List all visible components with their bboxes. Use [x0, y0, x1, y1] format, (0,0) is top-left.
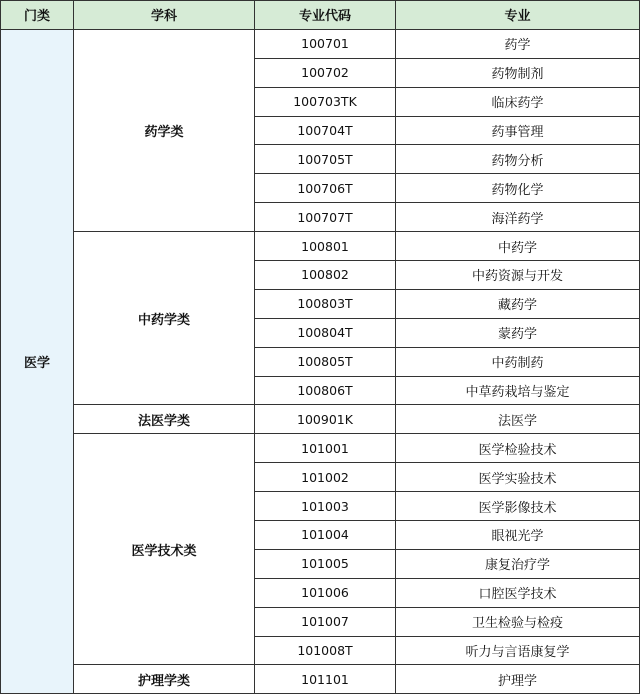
header-major: 专业 [396, 1, 640, 30]
table-row [1, 665, 640, 694]
table-body [1, 29, 640, 693]
code-cell: 100804T [255, 318, 396, 347]
code-cell: 100901K [255, 405, 396, 434]
code-cell: 101002 [255, 463, 396, 492]
code-cell: 100706T [255, 174, 396, 203]
code-cell: 100702 [255, 58, 396, 87]
code-cell: 100801 [255, 232, 396, 261]
header-row [1, 1, 640, 30]
code-cell: 100803T [255, 289, 396, 318]
major-cell: 中草药栽培与鉴定 [396, 376, 640, 405]
major-cell: 护理学 [396, 665, 640, 694]
code-cell: 101101 [255, 665, 396, 694]
table-row [1, 405, 640, 434]
major-cell: 中药制药 [396, 347, 640, 376]
major-cell: 法医学 [396, 405, 640, 434]
table-row [1, 232, 640, 261]
code-cell: 100806T [255, 376, 396, 405]
major-cell: 眼视光学 [396, 521, 640, 550]
major-cell: 中药学 [396, 232, 640, 261]
major-cell: 听力与言语康复学 [396, 636, 640, 665]
major-cell: 药事管理 [396, 116, 640, 145]
subject-cell: 药学类 [74, 29, 255, 231]
subject-cell: 中药学类 [74, 232, 255, 405]
major-cell: 药学 [396, 29, 640, 58]
code-cell: 101006 [255, 578, 396, 607]
major-cell: 药物化学 [396, 174, 640, 203]
major-cell: 中药资源与开发 [396, 261, 640, 290]
major-cell: 卫生检验与检疫 [396, 607, 640, 636]
major-cell: 临床药学 [396, 87, 640, 116]
major-cell: 医学检验技术 [396, 434, 640, 463]
major-cell: 海洋药学 [396, 203, 640, 232]
code-cell: 100705T [255, 145, 396, 174]
code-cell: 100802 [255, 261, 396, 290]
code-cell: 101001 [255, 434, 396, 463]
door-cell: 医学 [1, 29, 74, 693]
header-subject: 学科 [74, 1, 255, 30]
subject-cell: 护理学类 [74, 665, 255, 694]
table-row [1, 434, 640, 463]
code-cell: 100704T [255, 116, 396, 145]
major-cell: 康复治疗学 [396, 549, 640, 578]
header-door: 门类 [1, 1, 74, 30]
subject-cell: 医学技术类 [74, 434, 255, 665]
header-code: 专业代码 [255, 1, 396, 30]
major-cell: 药物分析 [396, 145, 640, 174]
major-cell: 口腔医学技术 [396, 578, 640, 607]
code-cell: 100707T [255, 203, 396, 232]
major-cell: 医学影像技术 [396, 492, 640, 521]
major-cell: 医学实验技术 [396, 463, 640, 492]
code-cell: 101005 [255, 549, 396, 578]
code-cell: 100701 [255, 29, 396, 58]
subject-cell: 法医学类 [74, 405, 255, 434]
major-cell: 蒙药学 [396, 318, 640, 347]
code-cell: 101007 [255, 607, 396, 636]
major-cell: 藏药学 [396, 289, 640, 318]
major-cell: 药物制剂 [396, 58, 640, 87]
table-row [1, 29, 640, 58]
code-cell: 100805T [255, 347, 396, 376]
code-cell: 101008T [255, 636, 396, 665]
code-cell: 101003 [255, 492, 396, 521]
code-cell: 101004 [255, 521, 396, 550]
code-cell: 100703TK [255, 87, 396, 116]
